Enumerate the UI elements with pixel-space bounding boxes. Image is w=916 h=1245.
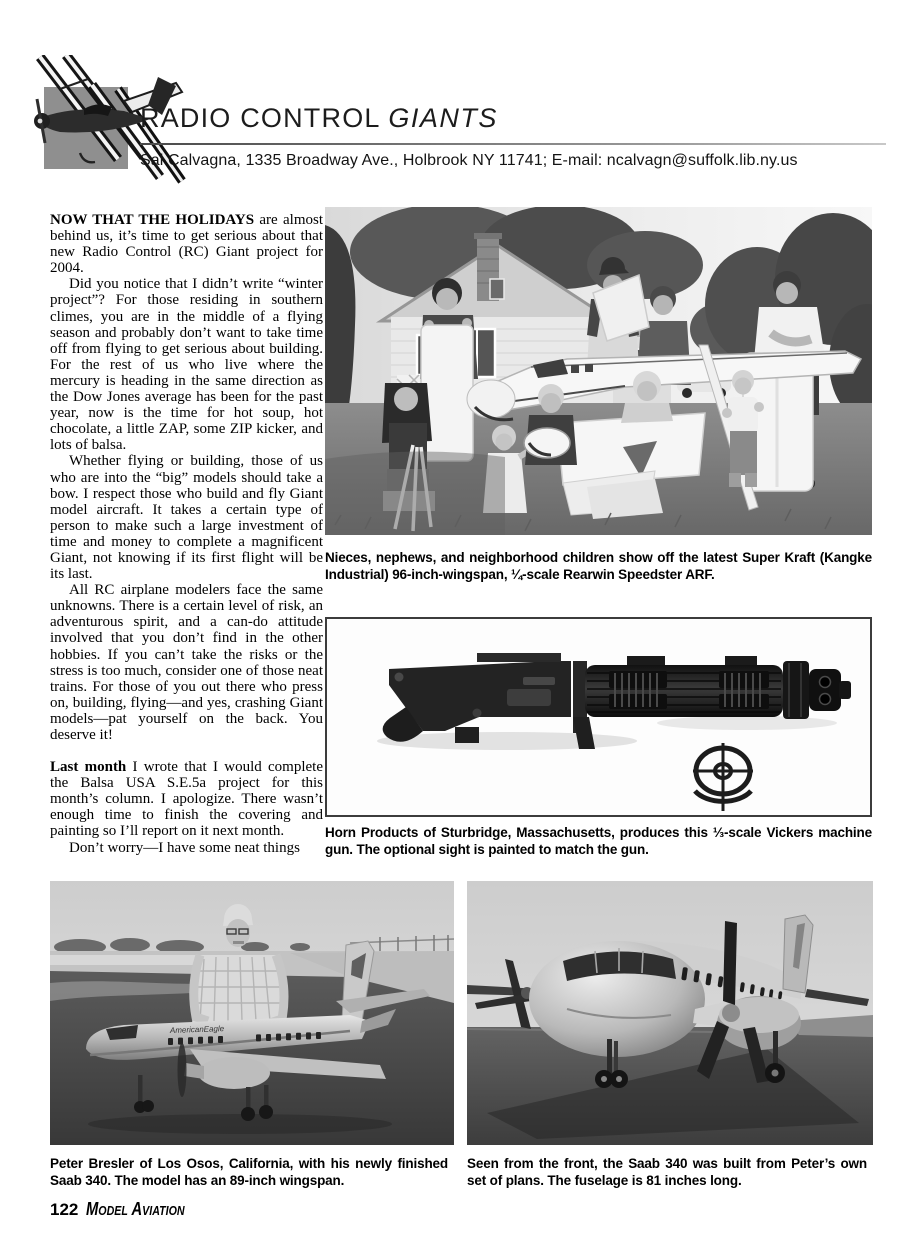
column-title — [140, 103, 498, 134]
author-byline: Sal Calvagna, 1335 Broadway Ave., Holbrook NY 11741; E-mail: ncalvagn@suffolk.lib.ny.us — [140, 152, 798, 169]
caption-photo3: Peter Bresler of Los Osos, California, with his newly finished Saab 340. The model has an 89-inch wingspan. — [50, 1156, 448, 1188]
paragraph-lead: NOW THAT THE HOLIDAYS — [50, 212, 255, 228]
article-body — [50, 212, 323, 856]
photo-children-rearwin-speedster — [325, 207, 872, 535]
caption-gun: Horn Products of Sturbridge, Massachusetts, produces this ⅓-scale Vickers machine gun. The optional sight is painted to match the gun. — [325, 825, 872, 857]
photo-vickers-gun — [325, 617, 872, 817]
gun-ring-sight — [693, 743, 753, 811]
paragraph: Whether flying or building, those of us who are into the “big” models should take a bow. I respect those who build and fly Giant model aircraft. It takes a certain type of person to make such a large investment of time and money to complete a magnificent Giant, not knowing if its first flight will be its last. — [50, 453, 323, 583]
paragraph: Did you notice that I didn’t write “winter project”? For those residing in southern climes, you are in the middle of a flying season and probably don’t want to take time off from flying to get serious about building. For the rest of us who live where the mercury is heading in the same direction as the Dow Jones average has been for the past year, now is the time for hot soup, hot chocolate, a little ZAP, some ZIP kicker, and lots of balsa. — [50, 276, 323, 454]
column-title-main: RADIO CONTROL — [140, 103, 389, 133]
magazine-name: Model Aviation — [86, 1199, 185, 1219]
caption-photo4: Seen from the front, the Saab 340 was built from Peter’s own set of plans. The fuselage is 81 inches long. — [467, 1156, 867, 1188]
paragraph: Don’t worry—I have some neat things — [69, 839, 300, 856]
paragraph-lead: Last month — [50, 759, 127, 776]
column-title-accent: GIANTS — [388, 103, 498, 133]
paragraph — [50, 212, 323, 276]
photo-peter-bresler-saab340 — [50, 881, 454, 1145]
page-footer — [50, 1199, 207, 1220]
photo-saab340-front — [467, 881, 873, 1145]
aircraft-titles: AmericanEagle — [169, 1024, 225, 1035]
paragraph-text: are almost behind us, it’s time to get serious about that new Radio Control (RC) Giant project for 2004. — [50, 212, 323, 277]
paragraph-text: I wrote that I would complete the Balsa USA S.E.5a project for this month’s column. I apologize. There wasn’t enough time to finish the covering and painting so I’ll report on it next month. — [50, 759, 323, 840]
masthead-rule — [140, 143, 886, 145]
paragraph: All RC airplane modelers face the same unknowns. There is a certain level of risk, an adventurous spirit, and a can-do attitude involved that you don’t find in the other hobbies. If you can’t take the risks or the stress is too much, consider one of those neat trains. For those of you out there who press on, building, flying—and yes, crashing Giant models—pat yourself on the back. You deserve it! — [50, 582, 323, 743]
page-number: 122 — [50, 1200, 79, 1219]
caption-photo1: Nieces, nephews, and neighborhood children show off the latest Super Kraft (Kangke Industrial) 96-inch-wingspan, ¼-scale Rearwin Speedster ARF. — [325, 550, 872, 582]
paragraph — [50, 759, 323, 839]
